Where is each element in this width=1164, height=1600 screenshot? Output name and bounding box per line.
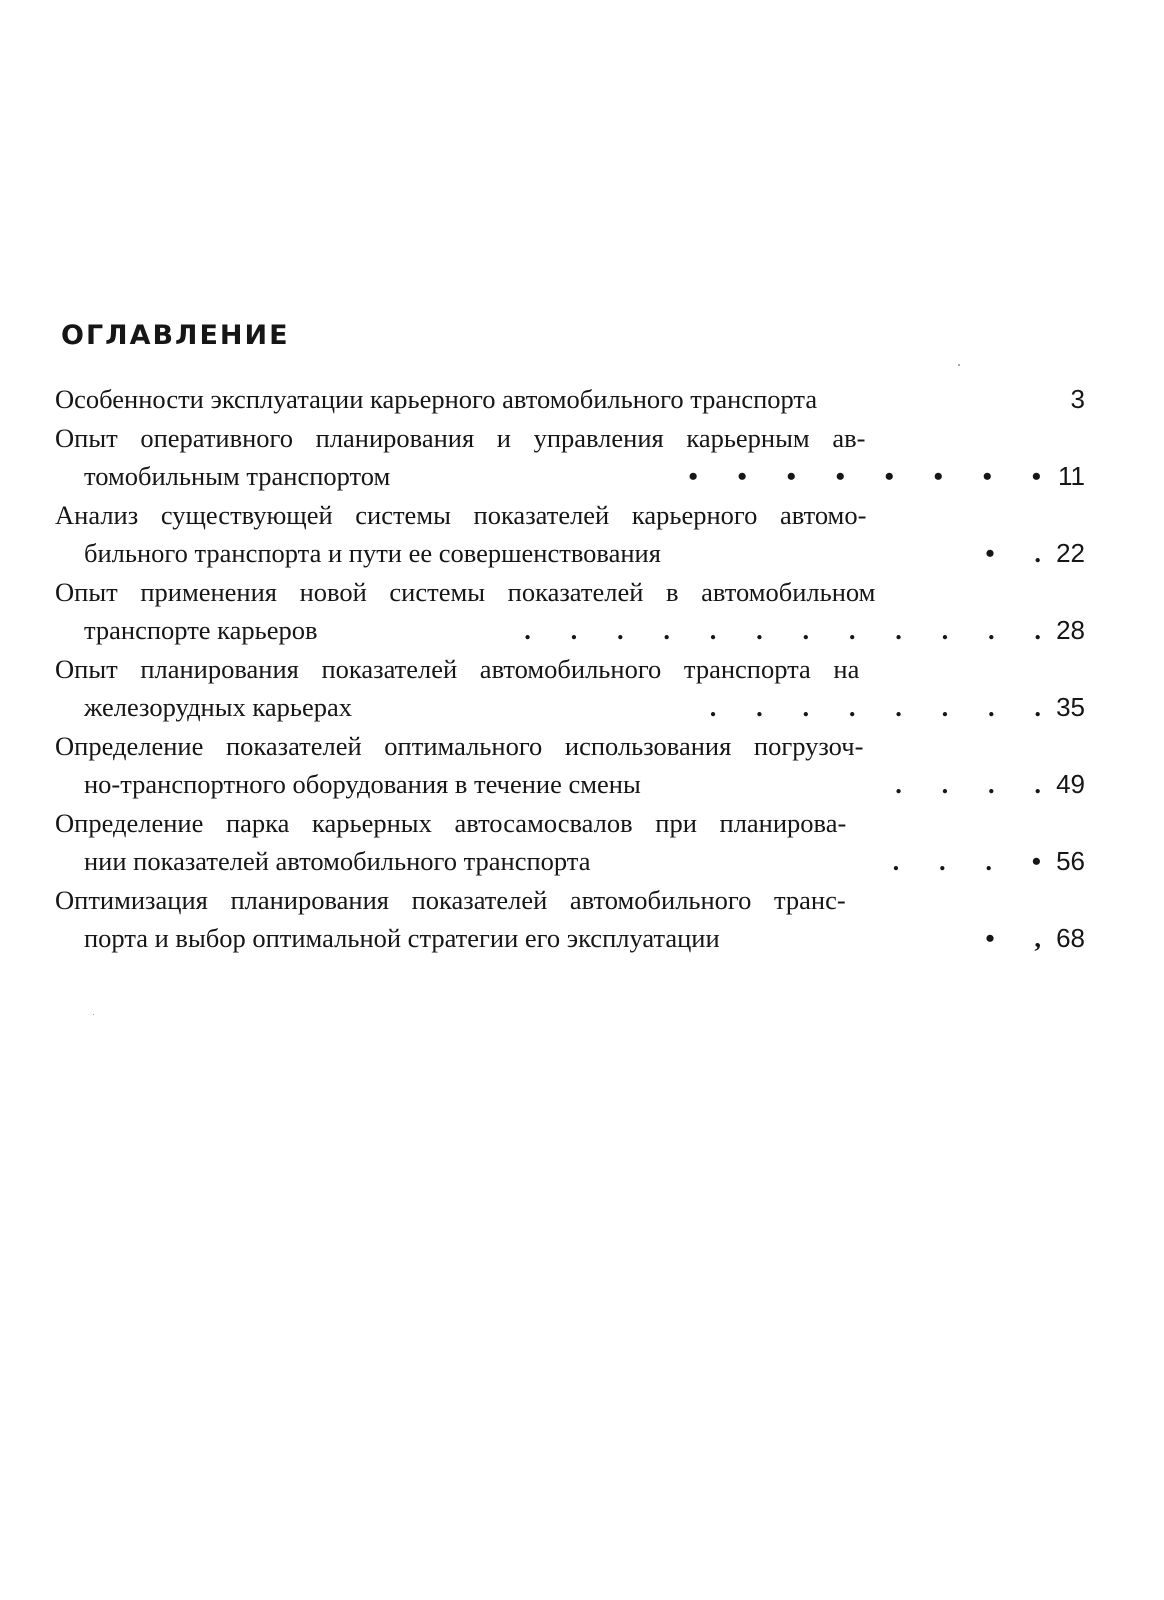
toc-entry-line bbox=[55, 727, 1085, 766]
toc-entry bbox=[55, 573, 1085, 650]
toc-entry-line bbox=[55, 765, 1085, 804]
toc-entry-line bbox=[55, 881, 1085, 920]
toc-page-number: 11 bbox=[1058, 461, 1085, 491]
toc-page-number: 28 bbox=[1056, 615, 1085, 645]
toc-entry bbox=[55, 881, 1085, 958]
toc-entry-text: Оптимизация планирования показателей автомобильного транс- bbox=[55, 884, 846, 915]
dot-leader: . . . . bbox=[895, 769, 1041, 799]
toc-entry-line bbox=[55, 534, 1085, 573]
toc-entry-text: бильного транспорта и пути ее совершенствования bbox=[84, 538, 661, 568]
dot-leader: . . . . . . . . . . . . bbox=[524, 615, 1041, 645]
dot-leader: • . bbox=[985, 538, 1041, 568]
scan-speck bbox=[93, 1014, 94, 1015]
toc-page-number: 3 bbox=[1070, 384, 1085, 414]
toc-entry-text: Определение парка карьерных автосамосвалов при планирова- bbox=[55, 807, 847, 838]
toc-page-number: 22 bbox=[1056, 538, 1085, 568]
dot-leader: • • • • • • • • bbox=[688, 461, 1041, 491]
toc-entry-text: Опыт оперативного планирования и управления карьерным ав- bbox=[55, 422, 866, 453]
toc-entry-text: Особенности эксплуатации карьерного автомобильного транспорта bbox=[55, 384, 818, 414]
toc-entry-line bbox=[55, 650, 1085, 689]
toc-entry-text: но-транспортного оборудования в течение смены bbox=[84, 769, 641, 799]
toc-entry-text: порта и выбор оптимальной стратегии его эксплуатации bbox=[84, 923, 720, 953]
toc-entry-line bbox=[55, 842, 1085, 881]
toc-entry bbox=[55, 804, 1085, 881]
toc-entry-text: Опыт планирования показателей автомобильного транспорта на bbox=[55, 653, 860, 684]
toc-entry-text: Определение показателей оптимального использования погрузоч- bbox=[55, 730, 864, 761]
toc-entry-line bbox=[55, 804, 1085, 843]
dot-leader: . . . • bbox=[892, 846, 1041, 876]
dot-leader: . . . . . . . . bbox=[709, 692, 1041, 722]
toc-entry bbox=[55, 380, 1085, 419]
toc-entry-text: Опыт применения новой системы показателей в автомобильном bbox=[55, 576, 876, 607]
toc-entry-text: железорудных карьерах bbox=[84, 692, 353, 722]
toc-page-number: 68 bbox=[1056, 923, 1085, 953]
toc-entry-line bbox=[55, 611, 1085, 650]
page-title: ОГЛАВЛЕНИЕ bbox=[61, 320, 290, 351]
dot-leader: • , bbox=[985, 923, 1041, 953]
toc-entry-line bbox=[55, 419, 1085, 458]
toc-entry-text: транспорте карьеров bbox=[84, 615, 318, 645]
toc-entry-text: томобильным транспортом bbox=[84, 461, 391, 491]
toc-entry-text: нии показателей автомобильного транспорта bbox=[84, 846, 591, 876]
table-of-contents bbox=[55, 380, 1085, 958]
toc-page-number: 56 bbox=[1056, 846, 1085, 876]
toc-page-number: 49 bbox=[1056, 769, 1085, 799]
toc-entry-line bbox=[55, 688, 1085, 727]
scan-speck bbox=[958, 364, 960, 366]
toc-entry-line bbox=[55, 496, 1085, 535]
toc-entry-text: Анализ существующей системы показателей карьерного автомо- bbox=[55, 499, 867, 530]
toc-entry bbox=[55, 650, 1085, 727]
toc-entry bbox=[55, 727, 1085, 804]
toc-entry bbox=[55, 496, 1085, 573]
toc-entry-line bbox=[55, 380, 1085, 419]
toc-entry-line bbox=[55, 919, 1085, 958]
toc-entry-line bbox=[55, 457, 1085, 496]
toc-entry bbox=[55, 419, 1085, 496]
toc-page-number: 35 bbox=[1056, 692, 1085, 722]
toc-entry-line bbox=[55, 573, 1085, 612]
